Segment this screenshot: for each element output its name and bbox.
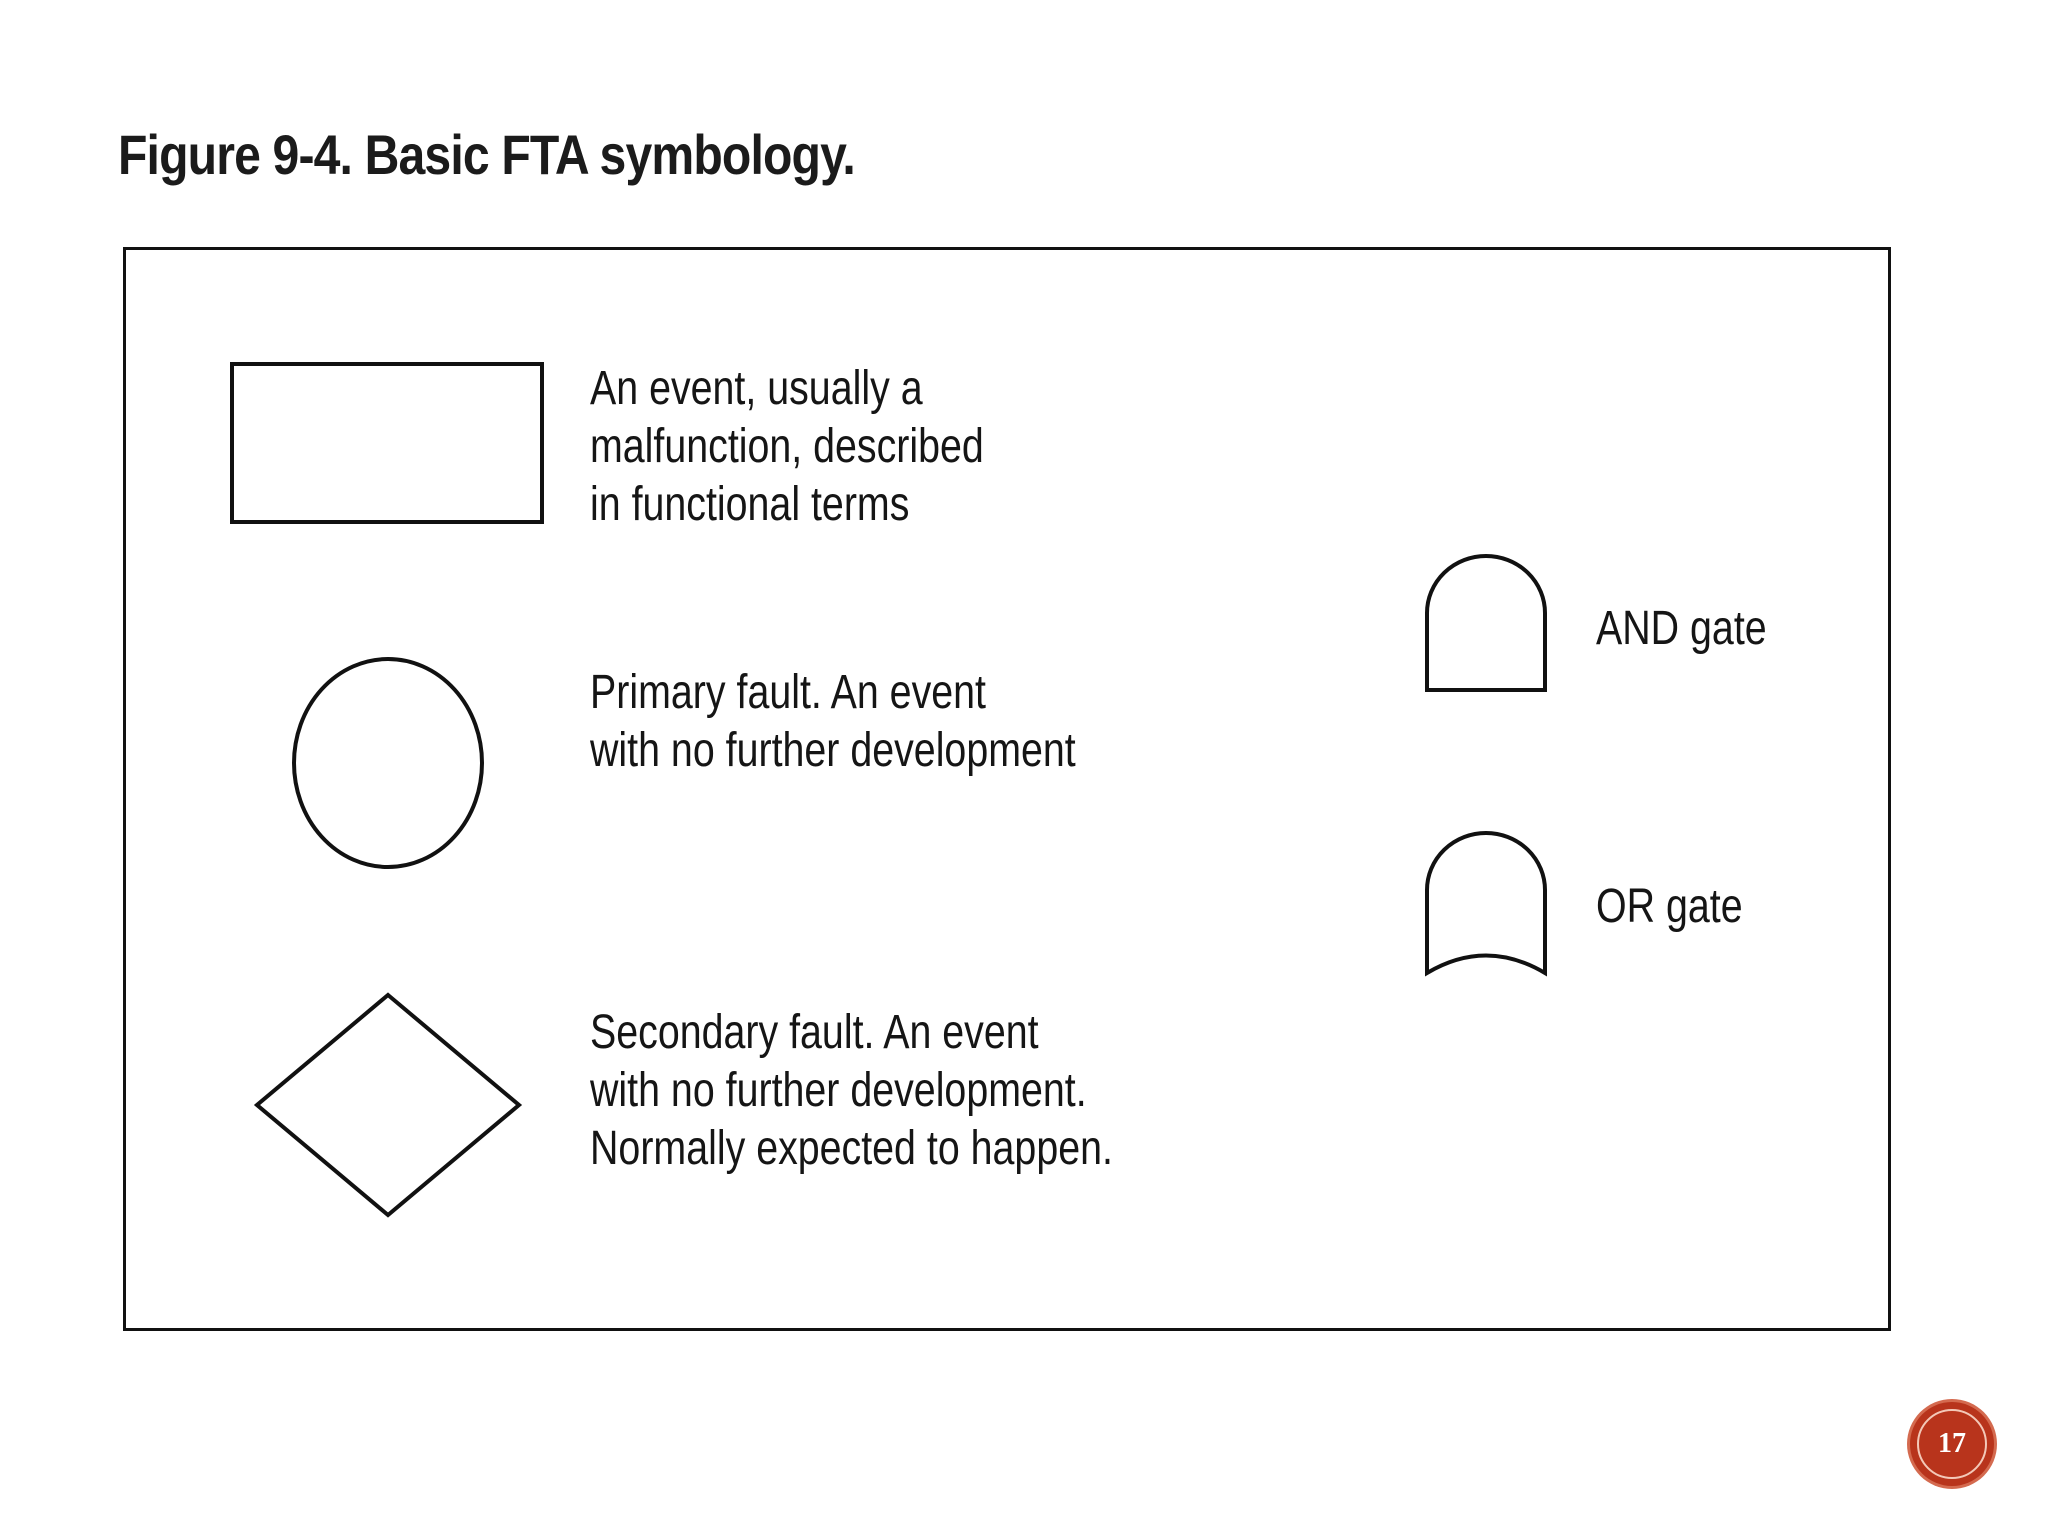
- and-gate-label: AND gate: [1596, 602, 1767, 655]
- rectangle-event-icon: [230, 362, 544, 524]
- page-title: Figure 9-4. Basic FTA symbology.: [118, 123, 855, 186]
- page-number: 17: [1917, 1409, 1987, 1479]
- secondary-fault-description-line: Normally expected to happen.: [590, 1122, 1113, 1175]
- secondary-fault-description-line: with no further development.: [590, 1064, 1087, 1117]
- or-gate-label: OR gate: [1596, 880, 1743, 933]
- circle-primary-fault-icon: [290, 655, 486, 871]
- event-description: [590, 360, 984, 534]
- and-gate-icon: [1424, 553, 1548, 693]
- event-description-line: malfunction, described: [590, 420, 984, 473]
- event-description-line: in functional terms: [590, 478, 910, 531]
- page-number-badge: [1910, 1402, 1994, 1486]
- primary-fault-description: [590, 664, 1076, 780]
- primary-fault-description-line: Primary fault. An event: [590, 666, 986, 719]
- diamond-secondary-fault-icon: [254, 992, 522, 1218]
- or-gate-icon: [1424, 830, 1548, 976]
- primary-fault-description-line: with no further development: [590, 724, 1076, 777]
- secondary-fault-description: [590, 1004, 1113, 1178]
- event-description-line: An event, usually a: [590, 362, 923, 415]
- secondary-fault-description-line: Secondary fault. An event: [590, 1006, 1039, 1059]
